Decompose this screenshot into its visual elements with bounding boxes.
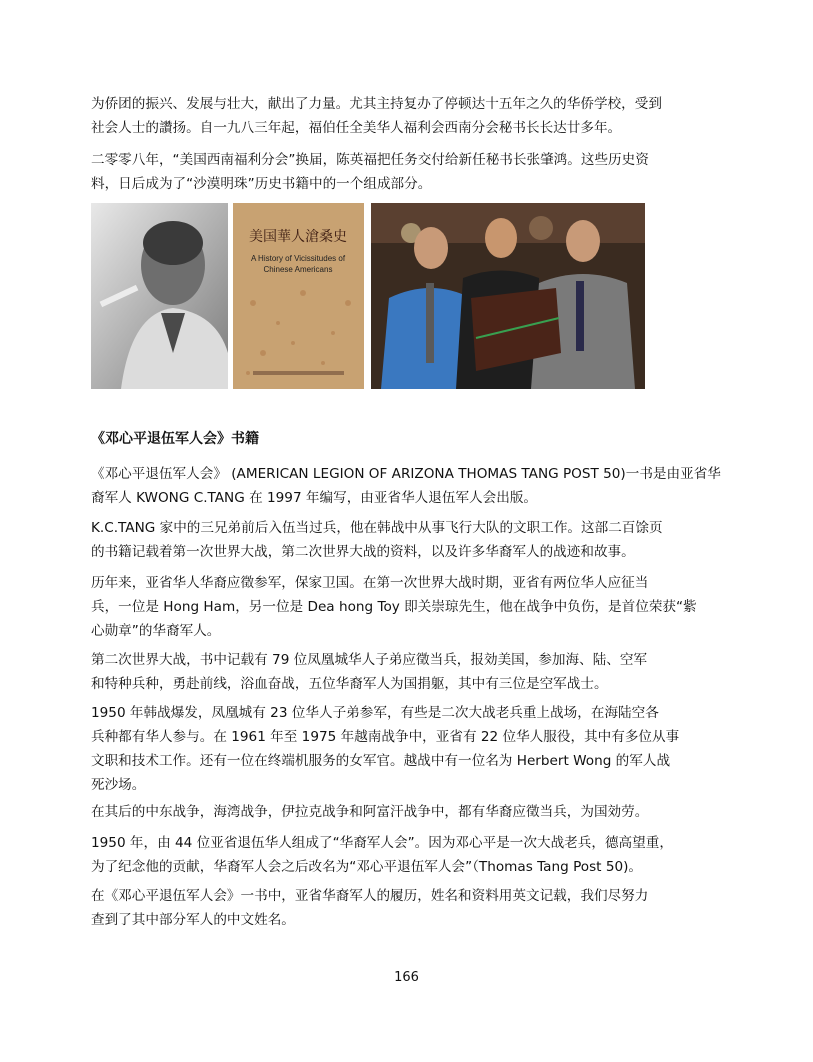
portrait-photo [91, 203, 228, 389]
text-line: 兵种都有华人参与。在 1961 年至 1975 年越南战争中，亚省有 22 位华人服役，其中有多位从事 [91, 729, 680, 745]
paragraph-1 [91, 92, 723, 140]
text-line: 《邓心平退伍军人会》 (AMERICAN LEGION OF ARIZONA THOMAS TANG POST 50)一书是由亚省华 [91, 466, 721, 482]
paragraph-3 [91, 462, 723, 510]
book-cover-image [233, 203, 364, 389]
paragraph-8 [91, 800, 723, 824]
book-title-cn: 美国華人滄桑史 [249, 229, 347, 245]
text-line: 查到了其中部分军人的中文姓名。 [91, 912, 295, 928]
text-line: 在《邓心平退伍军人会》一书中，亚省华裔军人的履历，姓名和资料用英文记载，我们尽努力 [91, 888, 649, 904]
text-line: 在其后的中东战争，海湾战争，伊拉克战争和阿富汗战争中，都有华裔应徵当兵，为国効劳。 [91, 804, 649, 820]
text-line: 裔军人 KWONG C.TANG 在 1997 年编写，由亚省华人退伍军人会出版。 [91, 490, 538, 506]
text-line: 为侨团的振兴、发展与壮大，献出了力量。尤其主持复办了停顿达十五年之久的华侨学校，受到 [91, 96, 662, 112]
text-line: 历年来，亚省华人华裔应徵参军，保家卫国。在第一次世界大战时期，亚省有两位华人应征当 [91, 575, 649, 591]
text-line: 料，日后成为了“沙漠明珠”历史书籍中的一个组成部分。 [91, 176, 432, 192]
text-line: 二零零八年，“美国西南福利分会”换届，陈英福把任务交付给新任秘书长张肇鸿。这些历史资 [91, 152, 649, 168]
book-title-en-2: Chinese Americans [263, 265, 333, 274]
paragraph-7 [91, 701, 723, 797]
group-photo [371, 203, 645, 389]
text-line: 兵，一位是 Hong Ham，另一位是 Dea hong Toy 即关崇琼先生，他在战争中负伤，是首位荣获“紫 [91, 599, 697, 615]
paragraph-5 [91, 571, 723, 643]
paragraph-6 [91, 648, 723, 696]
page-number: 166 [394, 970, 419, 985]
text-line: 死沙场。 [91, 777, 146, 793]
text-line: 1950 年，由 44 位亚省退伍华人组成了“华裔军人会”。因为邓心平是一次大战老兵，德高望重， [91, 835, 673, 851]
paragraph-4 [91, 516, 723, 564]
paragraph-2 [91, 148, 723, 196]
text-line: 1950 年韩战爆发，凤凰城有 23 位华人子弟参军，有些是二次大战老兵重上战场，在海陆空各 [91, 705, 659, 721]
section-heading: 《邓心平退伍军人会》书籍 [91, 431, 259, 447]
text-line: 和特种兵种，勇赴前线，浴血奋战，五位华裔军人为国捐躯，其中有三位是空军战士。 [91, 676, 608, 692]
book-title-en-1: A History of Vicissitudes of [250, 254, 346, 263]
text-line: 第二次世界大战，书中记载有 79 位凤凰城华人子弟应徵当兵，报効美国，参加海、陆、空军 [91, 652, 648, 668]
text-line: 文职和技术工作。还有一位在终端机服务的女军官。越战中有一位名为 Herbert Wong 的军人战 [91, 753, 671, 769]
text-line: 社会人士的讚扬。自一九八三年起，福伯任全美华人福利会西南分会秘书长长达廿多年。 [91, 120, 622, 136]
text-line: K.C.TANG 家中的三兄弟前后入伍当过兵，他在韩战中从事飞行大队的文职工作。这部二百馀页 [91, 520, 663, 536]
text-line: 为了纪念他的贡献，华裔军人会之后改名为“邓心平退伍军人会”（Thomas Tang Post 50)。 [91, 859, 643, 875]
text-line: 的书籍记载着第一次世界大战，第二次世界大战的资料，以及许多华裔军人的战迹和故事。 [91, 544, 635, 560]
paragraph-9 [91, 831, 723, 879]
paragraph-10 [91, 884, 723, 932]
text-line: 心勋章”的华裔军人。 [91, 623, 221, 639]
